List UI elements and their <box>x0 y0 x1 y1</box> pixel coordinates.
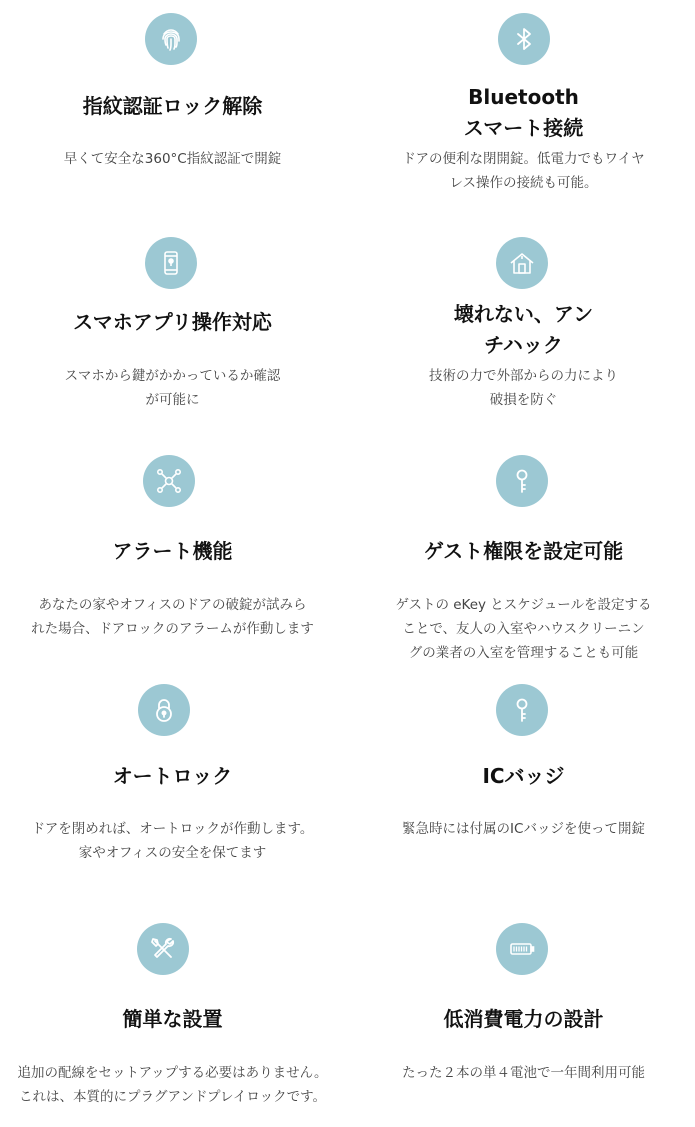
smartphone-lock-icon <box>145 237 197 289</box>
key-icon <box>496 684 548 736</box>
feature-description: 技術の力で外部からの力により 破損を防ぐ <box>429 368 618 408</box>
feature-ic-badge <box>352 680 695 880</box>
feature-smartphone-app <box>0 225 345 425</box>
feature-auto-lock <box>0 680 345 880</box>
feature-bluetooth <box>352 0 695 200</box>
battery-icon <box>496 923 548 975</box>
feature-description: スマホから鍵がかかっているか確認 が可能に <box>64 368 281 408</box>
feature-description: 早くて安全な360°C指紋認証で開錠 <box>63 151 282 167</box>
bluetooth-icon <box>498 13 550 65</box>
feature-title: Bluetooth スマート接続 <box>463 85 584 140</box>
feature-low-power <box>352 920 695 1127</box>
feature-title: アラート機能 <box>112 539 233 563</box>
feature-title: ICバッジ <box>482 764 565 788</box>
feature-title: 低消費電力の設計 <box>443 1007 604 1031</box>
feature-description: 追加の配線をセットアップする必要はありません。 これは、本質的にプラグアンドプレイロックです。 <box>17 1065 328 1105</box>
feature-title: 簡単な設置 <box>122 1007 223 1031</box>
feature-title: スマホアプリ操作対応 <box>73 310 272 334</box>
feature-description: あなたの家やオフィスのドアの破錠が試みら れた場合、ドアロックのアラームが作動します <box>31 597 314 637</box>
house-shield-icon <box>496 237 548 289</box>
feature-title: オートロック <box>112 764 233 788</box>
feature-fingerprint <box>0 0 345 200</box>
feature-title: ゲスト権限を設定可能 <box>423 539 624 563</box>
feature-description: ドアを閉めれば、オートロックが作動します。 家やオフィスの安全を保てます <box>31 821 314 861</box>
padlock-icon <box>138 684 190 736</box>
feature-alert <box>0 450 345 670</box>
feature-title: 指紋認証ロック解除 <box>82 94 263 118</box>
feature-title: 壊れない、アン チハック <box>453 302 594 357</box>
feature-guest-permissions <box>352 450 695 670</box>
feature-description: 緊急時には付属のICバッジを使って開錠 <box>402 821 645 837</box>
feature-description: ドアの便利な閉開錠。低電力でもワイヤ レス操作の接続も可能。 <box>402 151 645 191</box>
alert-network-icon <box>143 455 195 507</box>
tools-icon <box>137 923 189 975</box>
feature-easy-install <box>0 920 345 1127</box>
feature-anti-hack <box>352 225 695 425</box>
fingerprint-icon <box>145 13 197 65</box>
feature-description: ゲストの eKey とスケジュールを設定する ことで、友人の入室やハウスクリーニン グの業者の入室を管理することも可能 <box>395 597 652 661</box>
feature-description: たった２本の単４電池で一年間利用可能 <box>402 1065 645 1081</box>
key-icon <box>496 455 548 507</box>
